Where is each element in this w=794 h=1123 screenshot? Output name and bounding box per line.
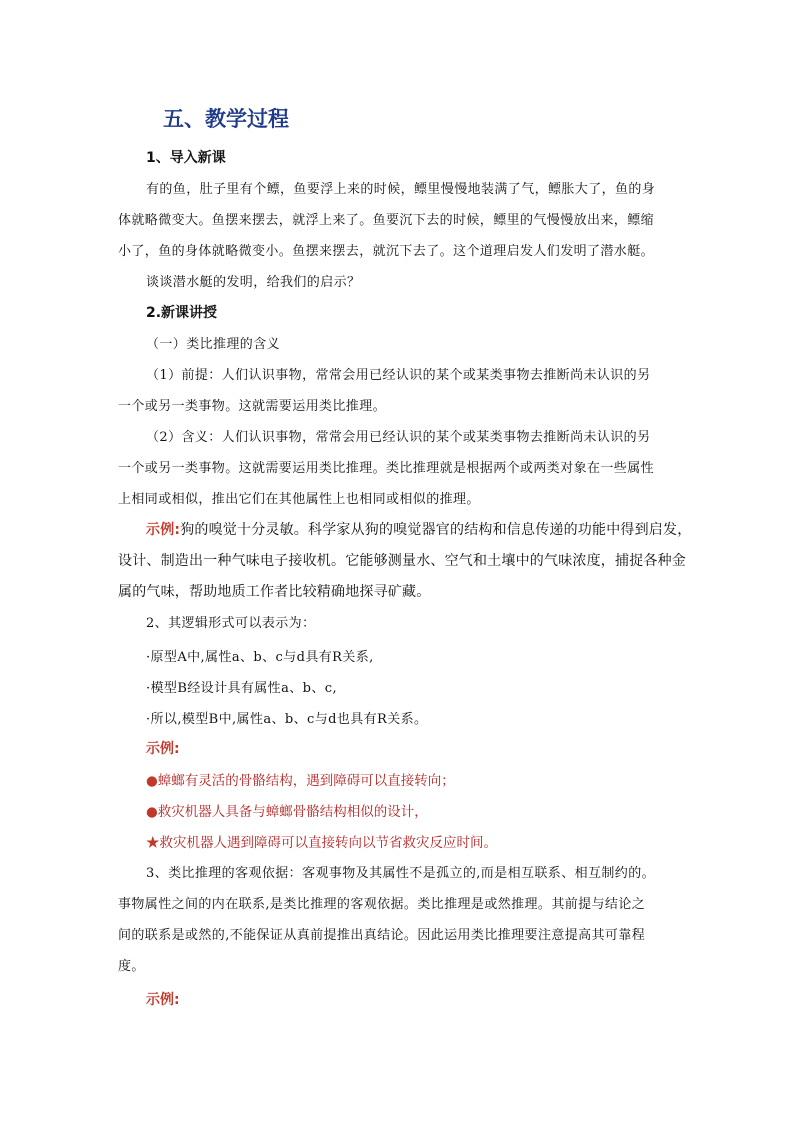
example2-item-3-text: 救灾机器人遇到障碍可以直接转向以节省救灾反应时间。 [159,835,497,851]
basis-line-1: 3、类比推理的客观依据：客观事物及其属性不是孤立的,而是相互联系、相互制约的。 [146,866,656,881]
s1-paragraph-line-2: 体就略微变大。鱼摆来摆去，就浮上来了。鱼要沉下去的时候，鳔里的气慢慢放出来，鳔缩 [118,213,655,228]
logic-item-1: ·原型A中,属性a、b、c与d具有R关系, [146,650,374,665]
meaning-line-1: （2）含义：人们认识事物，常常会用已经认识的某个或某类事物去推断尚未认识的另 [146,430,651,445]
premise-line-1: （1）前提：人们认识事物，常常会用已经认识的某个或某类事物去推断尚未认识的另 [146,368,651,383]
star-icon: ★ [146,835,160,851]
basis-line-2: 事物属性之间的内在联系,是类比推理的客观依据。类比推理是或然推理。其前提与结论之 [118,897,646,912]
s1-paragraph-line-1: 有的鱼，肚子里有个鳔，鱼要浮上来的时候，鳔里慢慢地装满了气，鳔胀大了，鱼的身 [146,182,656,197]
s1-paragraph-line-3: 小了，鱼的身体就略微变小。鱼摆来摆去，就沉下去了。这个道理启发人们发明了潜水艇。 [118,244,655,259]
basis-line-3: 间的联系是或然的,不能保证从真前提推出真结论。因此运用类比推理要注意提高其可靠程 [118,928,646,943]
example2-item-1-text: 蟑螂有灵活的骨骼结构，遇到障碍可以直接转向； [157,773,455,789]
logic-heading: 2、其逻辑形式可以表示为： [146,616,316,631]
basis-line-4: 度。 [118,959,145,974]
logic-item-2: ·模型B经设计具有属性a、b、c, [146,681,337,696]
example2-item-2 [146,800,428,820]
example1-line-1 [146,519,691,539]
meaning-line-2: 一个或另一类事物。这就需要运用类比推理。类比推理就是根据两个或两类对象在一些属性 [118,461,655,476]
sub-heading-definition: （一）类比推理的含义 [146,337,281,352]
section-title: 五、教学过程 [163,107,289,131]
s1-question: 谈谈潜水艇的发明，给我们的启示？ [146,275,361,290]
premise-line-2: 一个或另一类事物。这就需要运用类比推理。 [118,399,387,414]
example2-label: 示例: [146,741,180,757]
example2-item-2-text: 救灾机器人具备与蟑螂骨骼结构相似的设计， [157,804,428,820]
s2-heading: 2.新课讲授 [146,305,218,321]
s1-heading: 1、导入新课 [146,150,226,166]
bullet-dot-icon: ● [146,773,158,789]
meaning-line-3: 上相同或相似，推出它们在其他属性上也相同或相似的推理。 [118,492,480,507]
example1-text-1: 狗的嗅觉十分灵敏。科学家从狗的嗅觉器官的结构和信息传递的功能中得到启发， [180,522,692,538]
example1-line-2: 设计、制造出一种气味电子接收机。它能够测量水、空气和土壤中的气味浓度，捕捉各种金 [118,553,686,569]
example2-item-1 [146,769,455,789]
logic-item-3: ·所以,模型B中,属性a、b、c与d也具有R关系。 [146,712,428,727]
example2-item-3 [146,831,497,851]
example1-line-3: 属的气味，帮助地质工作者比较精确地探寻矿藏。 [118,584,431,600]
example1-label: 示例: [146,522,181,538]
example3-label: 示例: [146,992,180,1008]
bullet-dot-icon: ● [146,804,158,820]
